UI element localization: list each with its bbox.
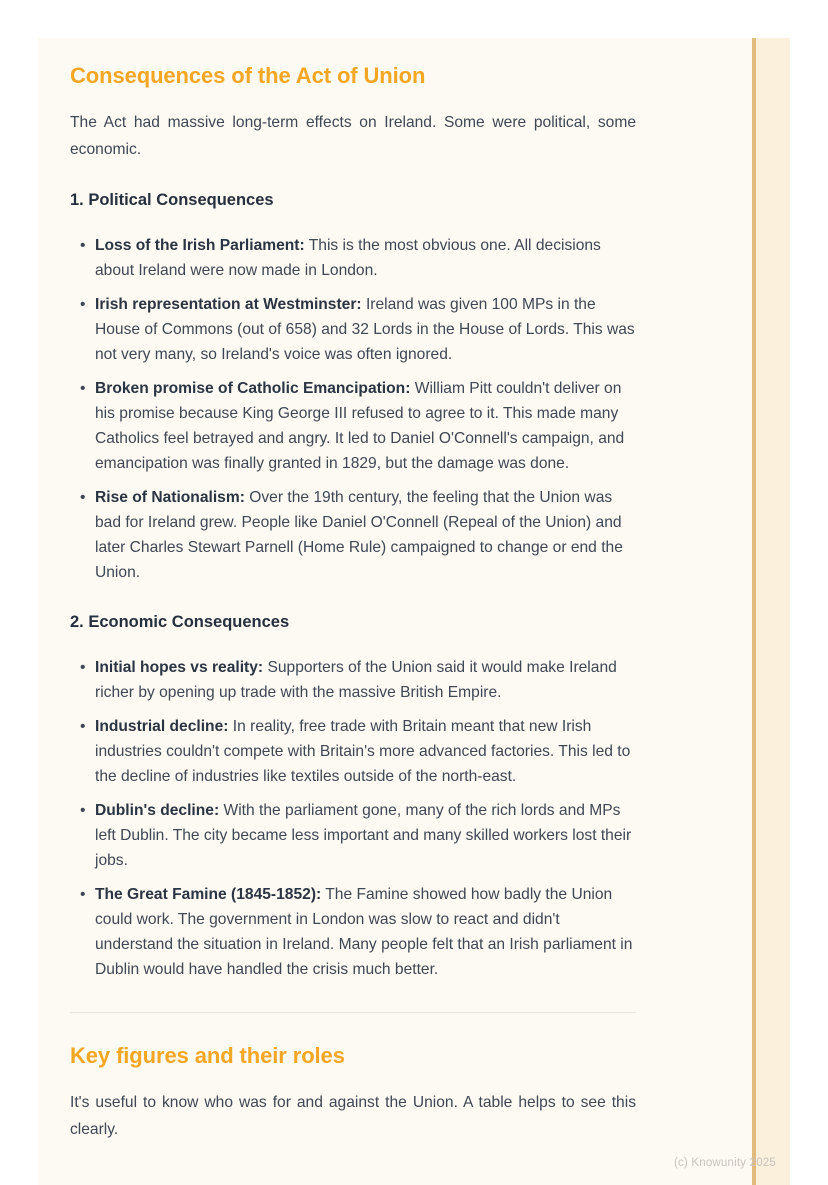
bullet-text: The Famine showed how badly the Union could work. The government in London was slow to react and didn't understand the situation in Ireland. Many people felt that an Irish parliament in Dublin would have handled the crisis much better. [95,886,633,978]
bullet-label: Irish representation at Westminster: [95,296,362,313]
list-item [95,655,636,705]
economic-consequences-list [70,655,636,982]
bullet-text: William Pitt couldn't deliver on his promise because King George III refused to agree to it. This made many Catholics feel betrayed and angry. It led to Daniel O'Connell's campaign, and emancipation was finally granted in 1829, but the damage was done. [95,380,625,472]
bullet-text: Over the 19th century, the feeling that the Union was bad for Ireland grew. People like Daniel O'Connell (Repeal of the Union) and later Charles Stewart Parnell (Home Rule) campaigned to change or end the Union. [95,489,623,581]
section-title-consequences: Consequences of the Act of Union [70,63,426,88]
bullet-label: Broken promise of Catholic Emancipation: [95,380,411,397]
bullet-label: Loss of the Irish Parliament: [95,237,305,254]
page-binding-strip [752,38,790,1185]
list-item [95,292,636,367]
notes-document-card [38,38,790,1185]
subheading-political-consequences: 1. Political Consequences [70,191,274,209]
bullet-text: Ireland was given 100 MPs in the House of Commons (out of 658) and 32 Lords in the House of Lords. This was not very many, so Ireland's voice was often ignored. [95,296,635,363]
list-item [95,233,636,283]
list-item [95,485,636,585]
list-item [95,714,636,789]
copyright-watermark: (c) Knowunity 2025 [673,1157,776,1169]
bullet-label: Rise of Nationalism: [95,489,245,506]
bullet-text: Supporters of the Union said it would make Ireland richer by opening up trade with the massive British Empire. [95,659,617,701]
section-title-key-figures: Key figures and their roles [70,1043,345,1068]
political-consequences-list [70,233,636,585]
document-content [38,38,636,1185]
list-item [95,882,636,982]
subheading-economic-consequences: 2. Economic Consequences [70,613,290,631]
list-item [95,798,636,873]
bullet-label: Initial hopes vs reality: [95,659,264,676]
bullet-label: The Great Famine (1845-1852): [95,886,322,903]
list-item [95,376,636,476]
key-figures-paragraph: It's useful to know who was for and against the Union. A table helps to see this clearly. [70,1094,636,1138]
section-divider [70,1012,636,1013]
bullet-text: In reality, free trade with Britain meant that new Irish industries couldn't compete with Britain's more advanced factories. This led to the decline of industries like textiles outside of the north-east. [95,718,631,785]
bullet-text: With the parliament gone, many of the rich lords and MPs left Dublin. The city became less important and many skilled workers lost their jobs. [95,802,632,869]
bullet-label: Dublin's decline: [95,802,220,819]
bullet-text: This is the most obvious one. All decisions about Ireland were now made in London. [95,237,601,279]
bullet-label: Industrial decline: [95,718,229,735]
intro-paragraph: The Act had massive long-term effects on Ireland. Some were political, some economic. [70,114,636,158]
